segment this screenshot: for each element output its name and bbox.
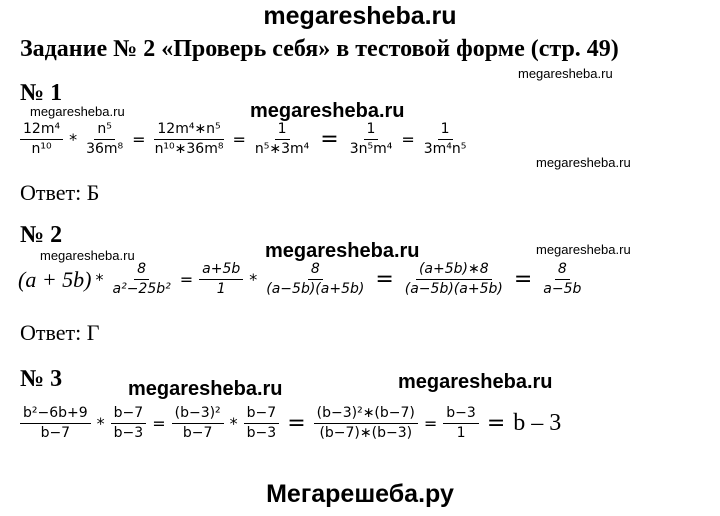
multiply-sign: *	[96, 414, 105, 433]
expression-lead: (a + 5b)	[18, 266, 92, 292]
fraction: $\frac{8}{(a-5b)(a+5b)}$	[266, 261, 365, 297]
multiply-sign: *	[69, 130, 78, 149]
problem-1-label: № 1	[20, 80, 63, 106]
equals-sign: =	[401, 130, 415, 149]
fraction: $\frac{\text{(b−3)²∗(b−7)}}{(b-7)∗(b-3)}$	[314, 404, 418, 443]
equals-sign: =	[513, 267, 533, 292]
fraction: $\frac{b-7}{b-3}$	[111, 404, 147, 443]
fraction: $\frac{b-3}{1}$	[443, 404, 479, 443]
watermark: megaresheba.ru	[30, 104, 125, 119]
fraction: $\frac{1}{\text{3m⁴n⁵}}$	[423, 121, 467, 157]
problem-2-label: № 2	[20, 222, 63, 248]
site-footer-watermark: Мегарешеба.ру	[266, 480, 454, 508]
equals-sign: =	[423, 414, 438, 433]
fraction: $\frac{(a+5b)∗8}{(a-5b)(a+5b)}$	[404, 261, 503, 297]
watermark: megaresheba.ru	[250, 100, 405, 122]
fraction: $\frac{1}{\text{n⁵∗3m⁴}}$	[254, 121, 310, 157]
problem-1-equation	[18, 120, 471, 159]
equals-sign: =	[179, 270, 194, 289]
multiply-sign: *	[95, 270, 104, 289]
fraction: $\frac{\text{12m⁴∗n⁵}}{\text{n¹⁰∗36m⁸}}$	[154, 121, 224, 157]
problem-3-equation	[18, 404, 561, 443]
fraction: $\frac{\text{b²−6b+9}}{b-7}$	[20, 404, 91, 443]
equals-sign: =	[375, 267, 394, 292]
fraction: $\frac{8}{a-5b}$	[543, 261, 582, 297]
multiply-sign: *	[249, 270, 258, 289]
equals-sign: =	[287, 411, 306, 436]
equals-sign: =	[320, 127, 339, 152]
fraction: $\frac{\text{12m⁴}}{\text{n¹⁰}}$	[20, 120, 63, 159]
watermark: megaresheba.ru	[128, 378, 283, 400]
fraction: $\frac{\text{n⁵}}{\text{36m⁸}}$	[86, 121, 124, 157]
fraction: $\frac{b-7}{b-3}$	[244, 404, 280, 443]
problem-1-answer: Ответ: Б	[20, 180, 100, 205]
equals-sign: =	[132, 130, 146, 149]
site-header-watermark: megaresheba.ru	[263, 2, 457, 30]
equals-sign: =	[486, 411, 506, 436]
watermark: megaresheba.ru	[40, 248, 135, 263]
watermark: megaresheba.ru	[536, 242, 631, 257]
watermark: megaresheba.ru	[536, 155, 631, 170]
fraction: $\frac{1}{\text{3n⁵m⁴}}$	[349, 121, 393, 157]
expression-result: b – 3	[513, 410, 562, 436]
watermark: megaresheba.ru	[398, 371, 553, 393]
fraction: $\frac{8}{\text{a²−25b²}}$	[112, 261, 171, 297]
watermark: megaresheba.ru	[518, 66, 613, 81]
fraction: $\frac{a+5b}{1}$	[199, 260, 243, 299]
problem-2-answer: Ответ: Г	[20, 320, 100, 345]
equals-sign: =	[152, 414, 166, 433]
watermark: megaresheba.ru	[265, 240, 420, 262]
page-title: Задание № 2 «Проверь себя» в тестовой форме (стр. 49)	[20, 36, 619, 62]
problem-2-equation	[18, 260, 586, 299]
problem-3-label: № 3	[20, 366, 63, 392]
fraction: $\frac{\text{(b−3)²}}{b-7}$	[172, 404, 224, 443]
equals-sign: =	[232, 130, 246, 149]
multiply-sign: *	[229, 414, 238, 433]
